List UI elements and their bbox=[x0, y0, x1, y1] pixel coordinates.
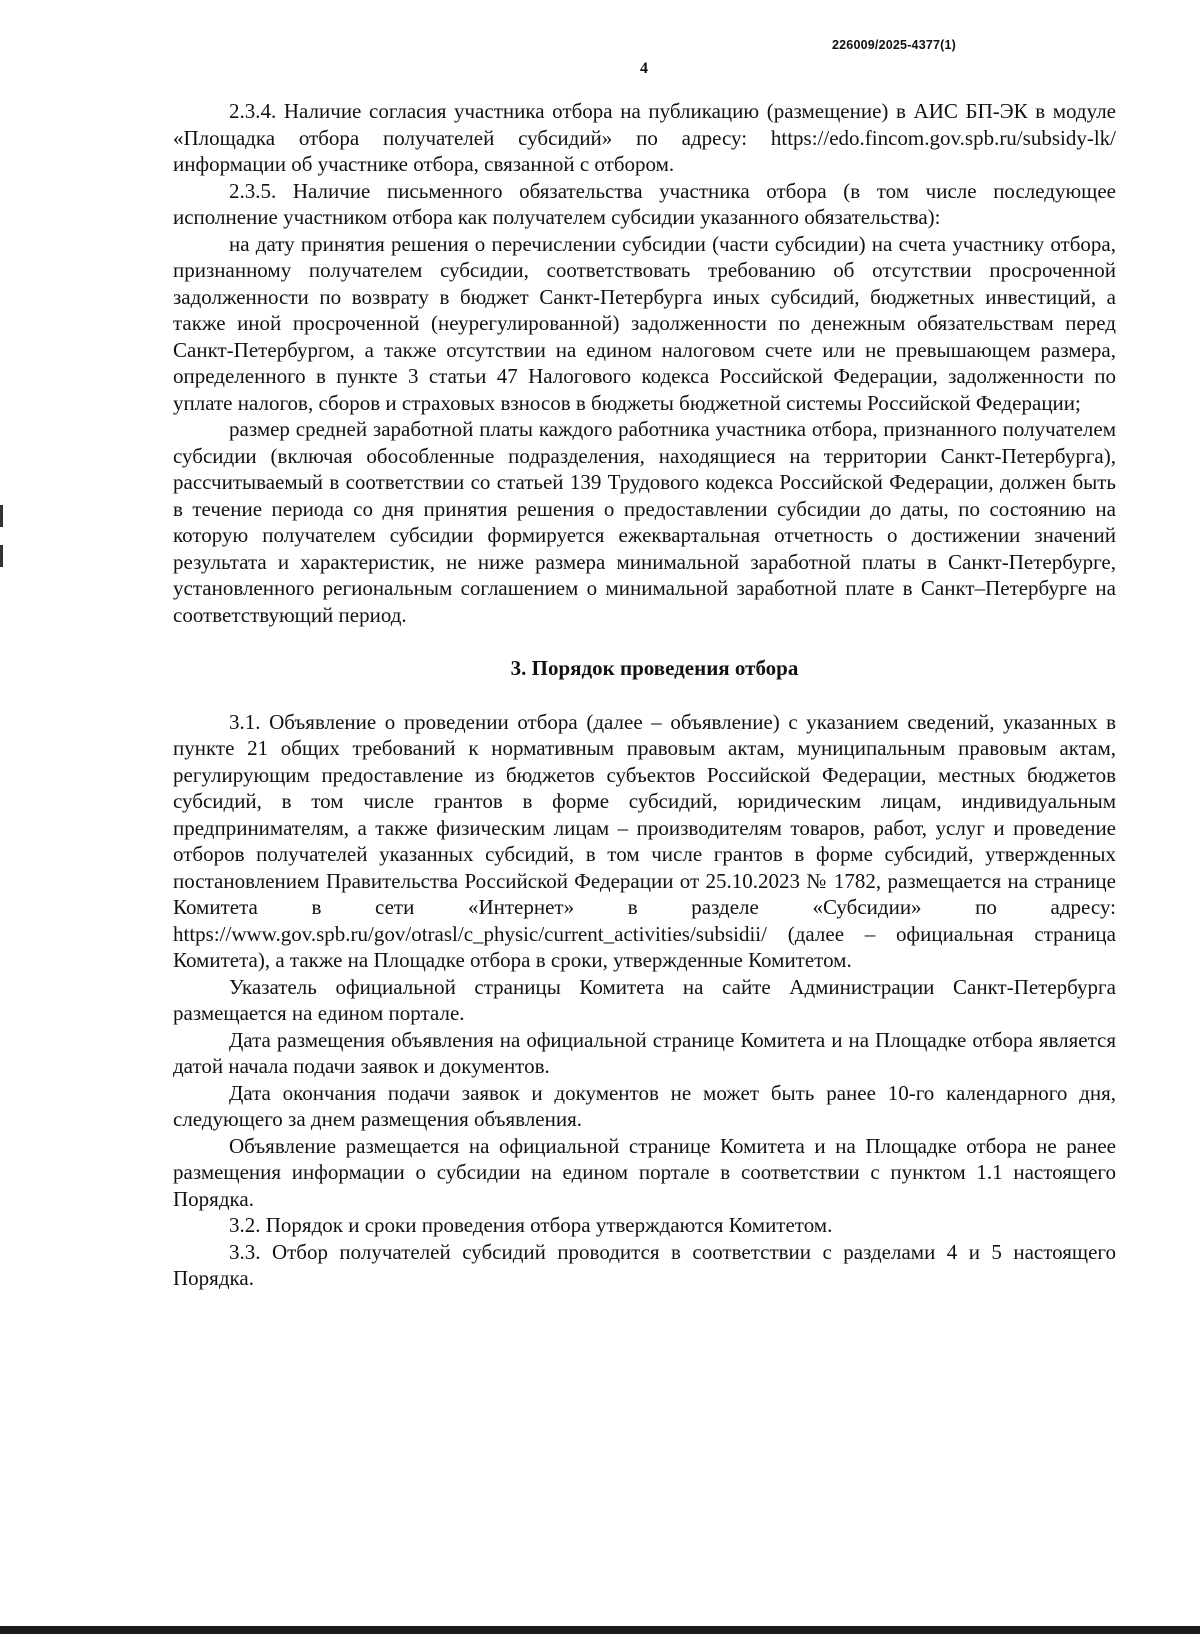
paragraph-pointer-official-page: Указатель официальной страницы Комитета на сайте Администрации Санкт-Петербурга размещается на едином портале. bbox=[173, 974, 1116, 1025]
document-body bbox=[173, 98, 1116, 1292]
paragraph-publication-date: Дата размещения объявления на официальной странице Комитета и на Площадке отбора является датой начала подачи заявок и документов. bbox=[173, 1027, 1116, 1078]
scan-edge-mark bbox=[0, 545, 3, 567]
paragraph-obligation-no-debt: на дату принятия решения о перечислении субсидии (части субсидии) на счета участнику отбора, признанному получателем субсидии, соответствовать требованию об отсутствии просроченной задолженности по возврату в бюджет Санкт-Петербурга иных субсидий, бюджетных инвестиций, а также иной просроченной (неурегулированной) задолженности по денежным обязательствам перед Санкт-Петербургом, а также отсутствии на едином налоговом счете или не превышающем размера, определенного в пункте 3 статьи 47 Налогового кодекса Российской Федерации, задолженности по уплате налогов, сборов и страховых взносов в бюджеты бюджетной системы Российской Федерации; bbox=[173, 231, 1116, 415]
paragraph-obligation-salary: размер средней заработной платы каждого работника участника отбора, признанного получателем субсидии (включая обособленные подразделения, находящиеся на территории Санкт-Петербурга), рассчитываемый в соответствии со статьей 139 Трудового кодекса Российской Федерации, должен быть в течение периода со дня принятия решения о предоставлении субсидии до даты, по состоянию на которую получателем субсидии формируется ежеквартальная отчетность о достижении значений результата и характеристик, не ниже размера минимальной заработной платы в Санкт-Петербурге, установленного региональным соглашением о минимальной заработной плате в Санкт–Петербурге на соответствующий период. bbox=[173, 417, 1116, 627]
paragraph-2-3-5: 2.3.5. Наличие письменного обязательства участника отбора (в том числе последующее исполнение участником отбора как получателем субсидии указанного обязательства): bbox=[173, 178, 1116, 229]
paragraph-2-3-4: 2.3.4. Наличие согласия участника отбора на публикацию (размещение) в АИС БП-ЭК в модуле «Площадка отбора получателей субсидий» по адресу: https://edo.fincom.gov.spb.ru/subsidy-lk/ информации об участнике отбора, связанной с отбором. bbox=[173, 99, 1116, 176]
paragraph-3-2: 3.2. Порядок и сроки проведения отбора утверждаются Комитетом. bbox=[229, 1213, 833, 1237]
section-heading: 3. Порядок проведения отбора bbox=[510, 656, 799, 680]
document-registration-number: 226009/2025-4377(1) bbox=[832, 38, 957, 52]
paragraph-announcement-placement: Объявление размещается на официальной странице Комитета и на Площадке отбора не ранее размещения информации о субсидии на едином портале в соответствии с пунктом 1.1 настоящего Порядка. bbox=[173, 1133, 1116, 1211]
scan-bottom-border bbox=[0, 1626, 1200, 1634]
page-number: 4 bbox=[640, 60, 648, 77]
paragraph-3-1: 3.1. Объявление о проведении отбора (далее – объявление) с указанием сведений, указанных в пункте 21 общих требований к нормативным правовым актам, муниципальным правовым актам, регулирующим предоставление из бюджетов субъектов Российской Федерации, местных бюджетов субсидий, в том числе грантов в форме субсидий, юридическим лицам, индивидуальным предпринимателям, а также физическим лицам – производителям товаров, работ, услуг и проведение отборов получателей указанных субсидий, в том числе грантов в форме субсидий, утвержденных постановлением Правительства Российской Федерации от 25.10.2023 № 1782, размещается на странице Комитета в сети «Интернет» в разделе «Субсидии» по адресу: https://www.gov.spb.ru/gov/otrasl/c_physic/current_activities/subsidii/ (далее – официальная страница Комитета), а также на Площадке отбора в сроки, утвержденные Комитетом. bbox=[173, 709, 1116, 972]
scan-edge-mark bbox=[0, 505, 3, 527]
paragraph-deadline: Дата окончания подачи заявок и документов не может быть ранее 10-го календарного дня, следующего за днем размещения объявления. bbox=[173, 1080, 1116, 1131]
paragraph-3-3: 3.3. Отбор получателей субсидий проводится в соответствии с разделами 4 и 5 настоящего Порядка. bbox=[173, 1239, 1116, 1290]
